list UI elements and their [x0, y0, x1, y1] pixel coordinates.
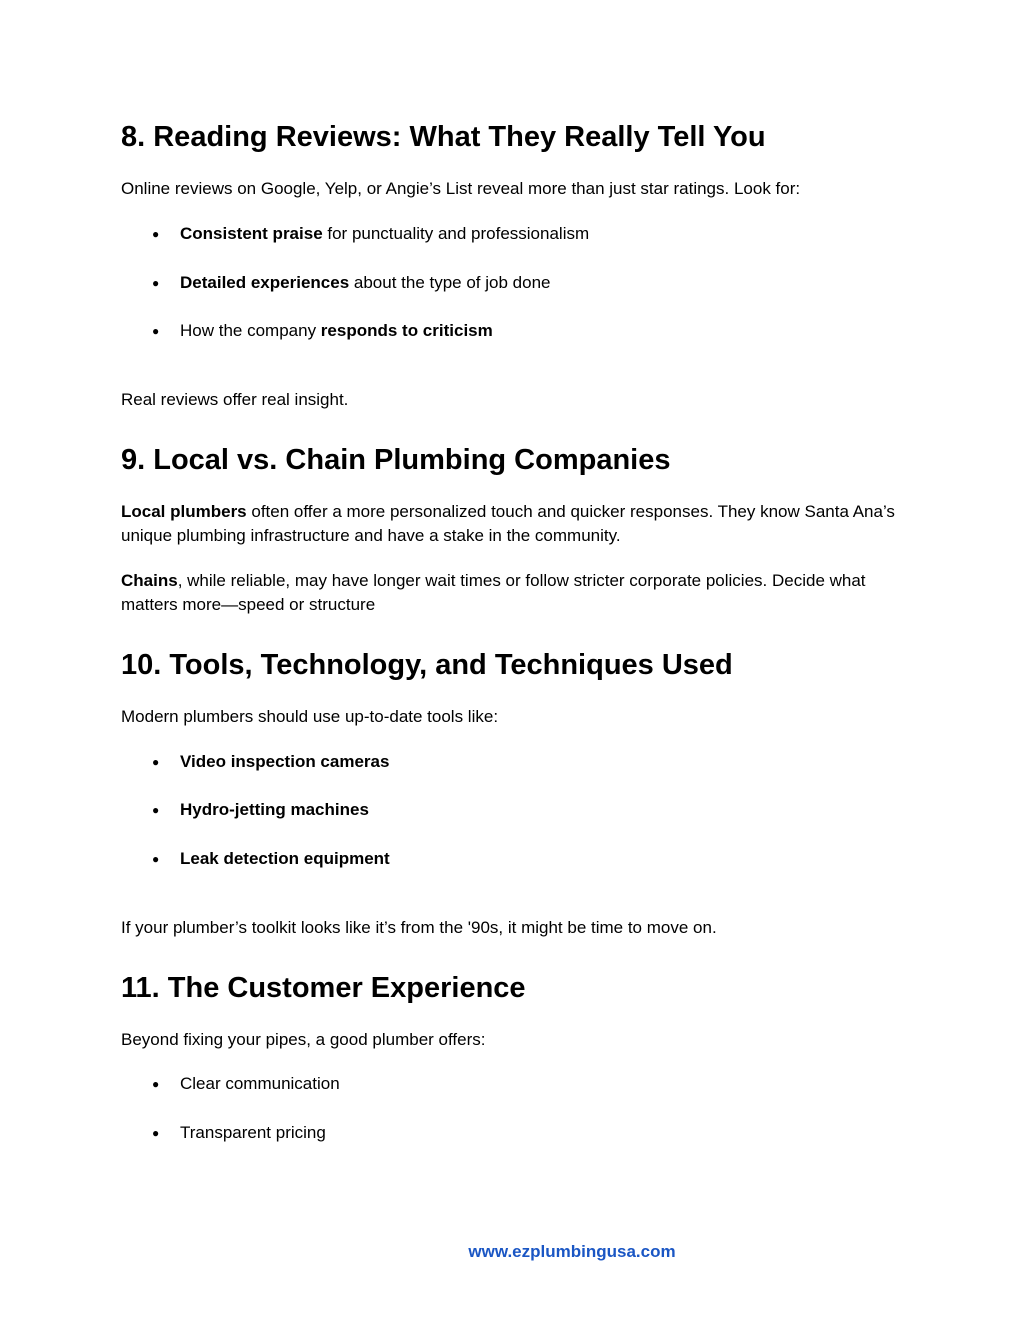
bullet-icon: ● — [152, 1126, 160, 1140]
bullet-icon: ● — [152, 755, 160, 769]
paragraph-text: , while reliable, may have longer wait times or follow stricter corporate policies. Decide what matters more—speed or structure — [121, 571, 866, 614]
section-8-heading: 8. Reading Reviews: What They Really Tell You — [121, 121, 766, 153]
bullet-icon: ● — [152, 1077, 160, 1091]
bullet-text: about the type of job done — [349, 273, 551, 292]
bullet-text: for punctuality and professionalism — [322, 224, 590, 243]
bullet-bold: Consistent praise — [180, 224, 323, 243]
bullet-icon: ● — [152, 276, 160, 290]
list-item — [152, 222, 589, 246]
bullet-icon: ● — [152, 852, 160, 866]
bullet-text: Transparent pricing — [180, 1123, 326, 1142]
bullet-icon: ● — [152, 227, 160, 241]
bullet-bold: Hydro-jetting machines — [180, 800, 369, 819]
list-item — [152, 750, 389, 774]
bullet-text: How the company — [180, 321, 321, 340]
section-9-heading: 9. Local vs. Chain Plumbing Companies — [121, 444, 671, 476]
section-10-intro: Modern plumbers should use up-to-date tools like: — [121, 707, 499, 726]
list-item — [152, 798, 369, 822]
section-11-heading: 11. The Customer Experience — [121, 972, 526, 1004]
section-8-intro: Online reviews on Google, Yelp, or Angie’s List reveal more than just star ratings. Look for: — [121, 179, 801, 198]
paragraph-bold: Local plumbers — [121, 502, 247, 521]
list-item — [152, 319, 493, 343]
list-item — [152, 1072, 340, 1096]
section-11-intro: Beyond fixing your pipes, a good plumber offers: — [121, 1030, 486, 1049]
bullet-bold: Video inspection cameras — [180, 752, 390, 771]
list-item — [152, 271, 550, 295]
bullet-text: Clear communication — [180, 1074, 340, 1093]
bullet-bold: responds to criticism — [320, 321, 493, 340]
section-8-outro: Real reviews offer real insight. — [121, 390, 349, 409]
bullet-bold: Detailed experiences — [180, 273, 350, 292]
section-9-paragraph-2 — [121, 569, 911, 617]
bullet-icon: ● — [152, 803, 160, 817]
section-10-outro: If your plumber’s toolkit looks like it’s from the '90s, it might be time to move on. — [121, 918, 717, 937]
bullet-bold: Leak detection equipment — [180, 849, 390, 868]
list-item — [152, 847, 390, 871]
paragraph-text: often offer a more personalized touch and quicker responses. They know Santa Ana’s unique plumbing infrastructure and have a stake in the community. — [121, 502, 895, 545]
section-10-heading: 10. Tools, Technology, and Techniques Used — [121, 649, 733, 681]
paragraph-bold: Chains — [121, 571, 178, 590]
bullet-icon: ● — [152, 324, 160, 338]
section-9-paragraph-1 — [121, 500, 911, 548]
list-item — [152, 1121, 326, 1145]
footer-website-link[interactable]: www.ezplumbingusa.com — [468, 1242, 676, 1261]
